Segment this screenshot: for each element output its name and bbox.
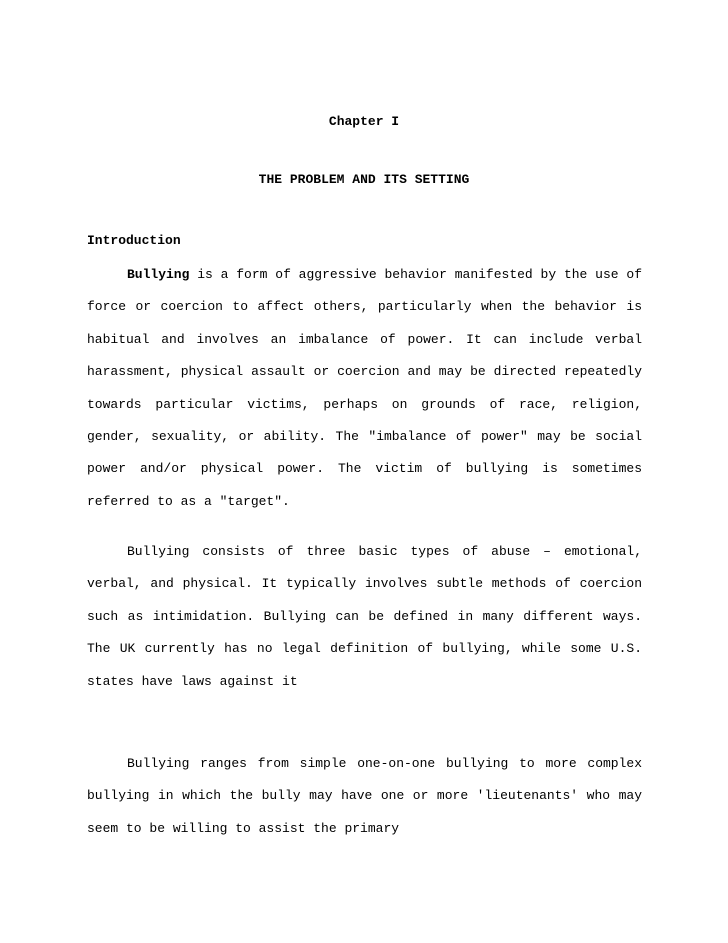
chapter-title: THE PROBLEM AND ITS SETTING bbox=[258, 172, 470, 187]
paragraph-1 bbox=[87, 259, 642, 518]
chapter-label: Chapter I bbox=[328, 114, 400, 129]
paragraph-1-text: is a form of aggressive behavior manifested by the use of force or coercion to affect others, particularly when the behavior is habitual and involves an imbalance of power. It can include verbal harassment, physical assault or coercion and may be directed repeatedly towards particular victims, perhaps on grounds of race, religion, gender, sexuality, or ability. The "imbalance of power" may be social power and/or physical power. The victim of bullying is sometimes referred to as a "target". bbox=[87, 267, 642, 509]
section-heading: Introduction bbox=[87, 233, 181, 248]
paragraph-2: Bullying consists of three basic types of abuse – emotional, verbal, and physical. It typically involves subtle methods of coercion such as intimidation. Bullying can be defined in many different ways. The UK currently has no legal definition of bullying, while some U.S. states have laws against it bbox=[87, 544, 642, 689]
bullying-term: Bullying bbox=[127, 267, 190, 282]
paragraph-3: Bullying ranges from simple one-on-one bullying to more complex bullying in which the bully may have one or more 'lieutenants' who may seem to be willing to assist the primary bbox=[87, 756, 642, 836]
